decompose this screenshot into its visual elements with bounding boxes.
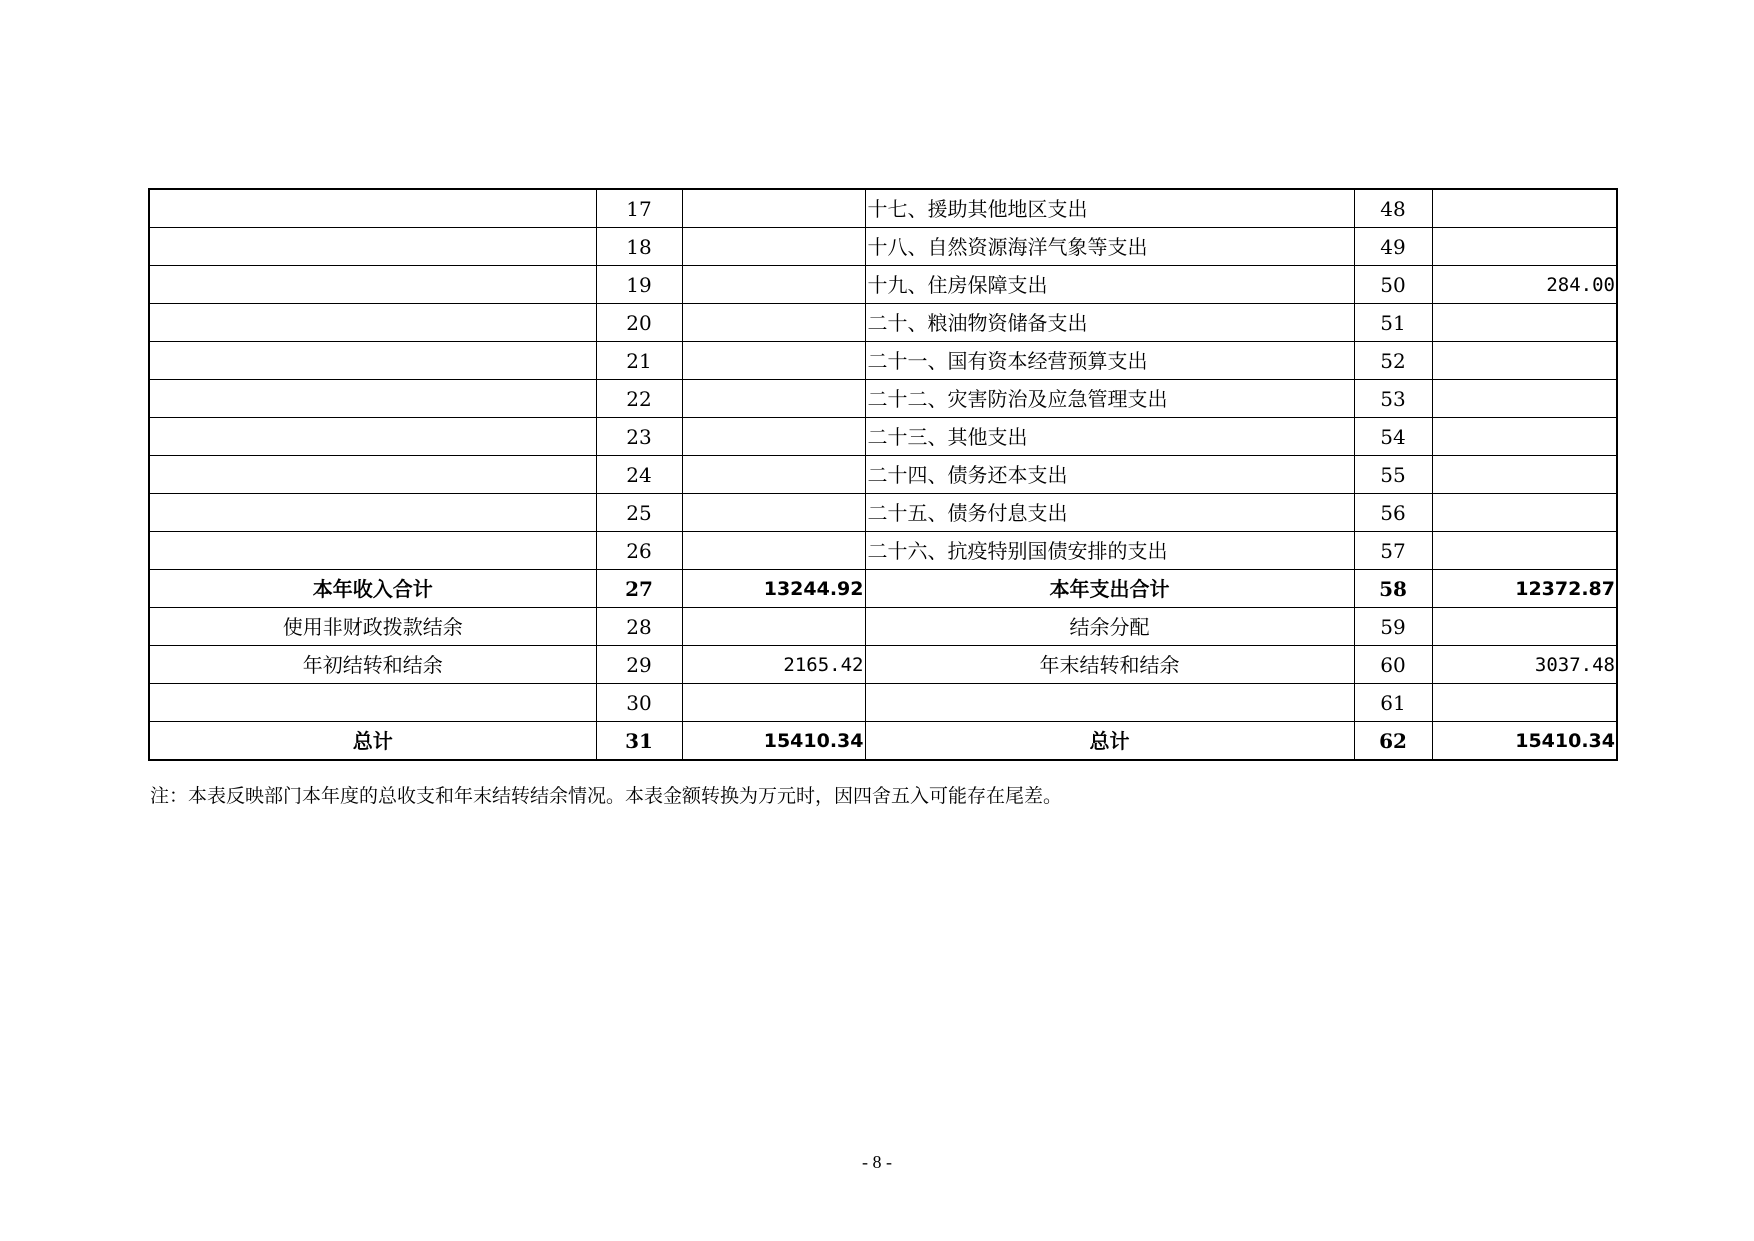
income-amount: 2165.42 xyxy=(682,646,865,684)
expense-amount: 3037.48 xyxy=(1432,646,1617,684)
table-row xyxy=(149,608,1617,646)
income-row-number: 27 xyxy=(596,570,682,608)
income-amount xyxy=(682,266,865,304)
income-total-label: 本年收入合计 xyxy=(149,570,596,608)
income-amount xyxy=(682,684,865,722)
income-item-label xyxy=(149,380,596,418)
expense-row-number: 62 xyxy=(1354,722,1432,761)
expense-row-number: 57 xyxy=(1354,532,1432,570)
income-row-number: 17 xyxy=(596,189,682,228)
income-amount xyxy=(682,532,865,570)
budget-summary-table xyxy=(148,188,1618,761)
expense-amount xyxy=(1432,532,1617,570)
expense-amount xyxy=(1432,684,1617,722)
expense-item-label: 年末结转和结余 xyxy=(865,646,1354,684)
expense-amount xyxy=(1432,342,1617,380)
income-amount xyxy=(682,380,865,418)
income-amount xyxy=(682,189,865,228)
income-grand-total-amount: 15410.34 xyxy=(682,722,865,761)
table-row xyxy=(149,189,1617,228)
page-number: - 8 - xyxy=(862,1152,892,1172)
expense-amount xyxy=(1432,304,1617,342)
expense-amount xyxy=(1432,608,1617,646)
expense-item-label: 十八、自然资源海洋气象等支出 xyxy=(865,228,1354,266)
income-item-label xyxy=(149,189,596,228)
income-row-number: 22 xyxy=(596,380,682,418)
income-row-number: 26 xyxy=(596,532,682,570)
expense-amount xyxy=(1432,494,1617,532)
expense-row-number: 51 xyxy=(1354,304,1432,342)
income-row-number: 29 xyxy=(596,646,682,684)
expense-row-number: 53 xyxy=(1354,380,1432,418)
income-row-number: 24 xyxy=(596,456,682,494)
income-item-label xyxy=(149,684,596,722)
expense-grand-total-amount: 15410.34 xyxy=(1432,722,1617,761)
income-item-label xyxy=(149,342,596,380)
income-row-number: 30 xyxy=(596,684,682,722)
expense-item-label: 二十六、抗疫特别国债安排的支出 xyxy=(865,532,1354,570)
expense-amount xyxy=(1432,418,1617,456)
table-row xyxy=(149,228,1617,266)
expense-total-label: 本年支出合计 xyxy=(865,570,1354,608)
income-row-number: 28 xyxy=(596,608,682,646)
income-item-label: 使用非财政拨款结余 xyxy=(149,608,596,646)
table-row xyxy=(149,266,1617,304)
income-item-label xyxy=(149,304,596,342)
income-row-number: 20 xyxy=(596,304,682,342)
table-row xyxy=(149,342,1617,380)
income-total-amount: 13244.92 xyxy=(682,570,865,608)
expense-item-label: 二十一、国有资本经营预算支出 xyxy=(865,342,1354,380)
expense-item-label: 二十、粮油物资储备支出 xyxy=(865,304,1354,342)
expense-item-label: 结余分配 xyxy=(865,608,1354,646)
income-grand-total-label: 总计 xyxy=(149,722,596,761)
expense-row-number: 54 xyxy=(1354,418,1432,456)
table-row xyxy=(149,380,1617,418)
table-row xyxy=(149,456,1617,494)
income-amount xyxy=(682,608,865,646)
expense-total-amount: 12372.87 xyxy=(1432,570,1617,608)
income-amount xyxy=(682,456,865,494)
expense-row-number: 59 xyxy=(1354,608,1432,646)
income-item-label xyxy=(149,456,596,494)
income-row-number: 31 xyxy=(596,722,682,761)
expense-amount xyxy=(1432,189,1617,228)
income-amount xyxy=(682,494,865,532)
table-footnote: 注：本表反映部门本年度的总收支和年末结转结余情况。本表金额转换为万元时，因四舍五入可能存在尾差。 xyxy=(150,785,1063,807)
income-amount xyxy=(682,304,865,342)
expense-item-label: 二十四、债务还本支出 xyxy=(865,456,1354,494)
expense-amount: 284.00 xyxy=(1432,266,1617,304)
income-item-label xyxy=(149,532,596,570)
table-row xyxy=(149,646,1617,684)
table-row xyxy=(149,304,1617,342)
income-row-number: 21 xyxy=(596,342,682,380)
table-row xyxy=(149,494,1617,532)
expense-item-label xyxy=(865,684,1354,722)
expense-row-number: 52 xyxy=(1354,342,1432,380)
expense-item-label: 二十三、其他支出 xyxy=(865,418,1354,456)
expense-row-number: 58 xyxy=(1354,570,1432,608)
income-row-number: 18 xyxy=(596,228,682,266)
expense-item-label: 十七、援助其他地区支出 xyxy=(865,189,1354,228)
income-item-label xyxy=(149,228,596,266)
income-row-number: 25 xyxy=(596,494,682,532)
expense-row-number: 56 xyxy=(1354,494,1432,532)
income-item-label: 年初结转和结余 xyxy=(149,646,596,684)
expense-amount xyxy=(1432,228,1617,266)
income-row-number: 19 xyxy=(596,266,682,304)
expense-amount xyxy=(1432,456,1617,494)
income-amount xyxy=(682,418,865,456)
income-amount xyxy=(682,228,865,266)
table-row xyxy=(149,684,1617,722)
income-item-label xyxy=(149,266,596,304)
expense-row-number: 50 xyxy=(1354,266,1432,304)
expense-row-number: 49 xyxy=(1354,228,1432,266)
expense-grand-total-label: 总计 xyxy=(865,722,1354,761)
table-row xyxy=(149,532,1617,570)
income-item-label xyxy=(149,418,596,456)
grand-total-row xyxy=(149,722,1617,761)
expense-row-number: 55 xyxy=(1354,456,1432,494)
expense-item-label: 二十五、债务付息支出 xyxy=(865,494,1354,532)
expense-row-number: 60 xyxy=(1354,646,1432,684)
table-row xyxy=(149,418,1617,456)
income-amount xyxy=(682,342,865,380)
expense-item-label: 十九、住房保障支出 xyxy=(865,266,1354,304)
expense-row-number: 61 xyxy=(1354,684,1432,722)
expense-item-label: 二十二、灾害防治及应急管理支出 xyxy=(865,380,1354,418)
expense-row-number: 48 xyxy=(1354,189,1432,228)
expense-amount xyxy=(1432,380,1617,418)
income-item-label xyxy=(149,494,596,532)
income-row-number: 23 xyxy=(596,418,682,456)
annual-total-row xyxy=(149,570,1617,608)
